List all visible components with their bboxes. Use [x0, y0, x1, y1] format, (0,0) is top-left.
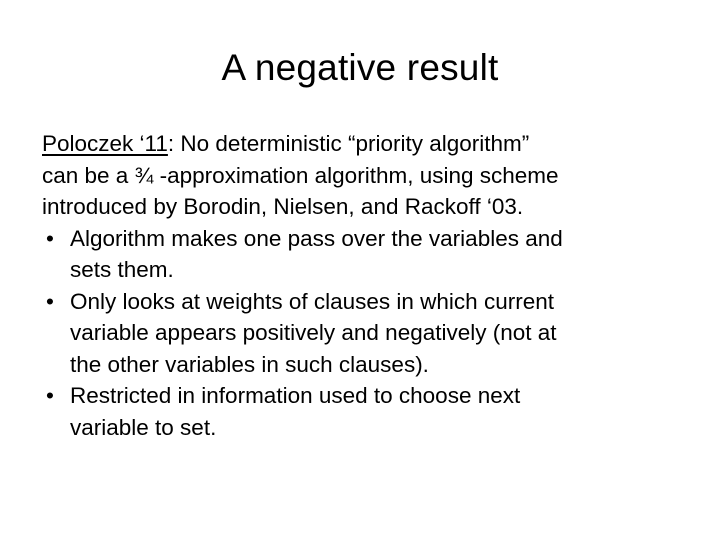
bullet-icon: • [46, 225, 54, 251]
bullet-line: Algorithm makes one pass over the variables and [70, 225, 563, 251]
intro-line-2: can be a ¾ -approximation algorithm, using scheme [42, 162, 559, 188]
bullet-line: variable to set. [70, 414, 217, 440]
intro-line-1-text: : No deterministic “priority algorithm” [167, 131, 530, 156]
bullet-line: Restricted in information used to choose next [70, 383, 521, 408]
bullet-icon: • [46, 383, 54, 408]
intro-line-1 [42, 128, 702, 160]
bullet-line: Only looks at weights of clauses in which current [70, 288, 554, 314]
bullet-item [42, 223, 702, 286]
slide-body [42, 128, 702, 443]
bullet-line: sets them. [70, 257, 174, 282]
bullet-line: variable appears positively and negatively (not at [70, 320, 557, 345]
bullet-item [42, 286, 702, 381]
bullet-icon: • [46, 288, 54, 314]
slide-title: A negative result [221, 47, 499, 88]
bullet-item [42, 380, 702, 443]
bullet-list [42, 223, 702, 444]
bullet-line: the other variables in such clauses). [70, 351, 429, 377]
citation-link[interactable]: Poloczek ‘11 [42, 131, 168, 156]
intro-paragraph [42, 128, 702, 223]
intro-line-3: introduced by Borodin, Nielsen, and Rackoff ‘03. [42, 194, 524, 219]
